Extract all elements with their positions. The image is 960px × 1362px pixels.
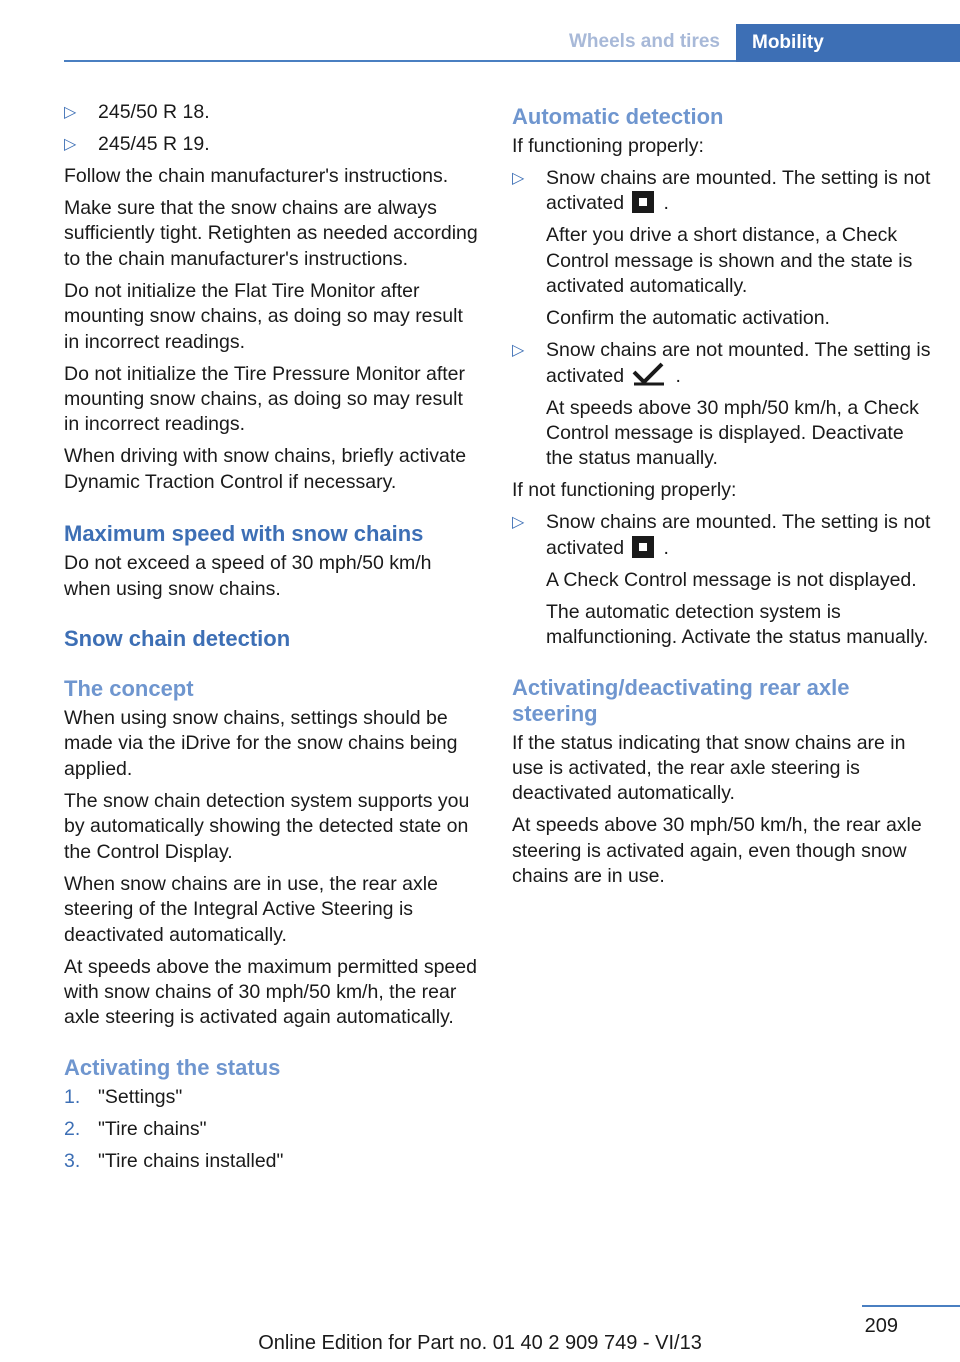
square-off-icon bbox=[632, 191, 654, 213]
list-item bbox=[64, 132, 480, 157]
item-text: Snow chains are not mounted. The setting is activated bbox=[546, 339, 931, 387]
paragraph: Do not initialize the Tire Pressure Monitor after mounting snow chains, as doing so may result in incorrect readings. bbox=[64, 362, 466, 436]
paragraph: At speeds above the maximum permitted speed with snow chains of 30 mph/50 km/h, the rear axle steering is activated again automatically. bbox=[64, 955, 477, 1029]
period: . bbox=[663, 192, 669, 215]
right-column bbox=[512, 100, 932, 896]
left-column bbox=[64, 100, 480, 1181]
step-text: "Tire chains installed" bbox=[98, 1149, 284, 1172]
list-item bbox=[512, 166, 932, 332]
heading-automatic-detection: Automatic detection bbox=[512, 104, 724, 129]
paragraph: Make sure that the snow chains are always sufficiently tight. Retighten as needed according to the chain manufacturer's instructions. bbox=[64, 197, 478, 270]
heading-concept: The concept bbox=[64, 676, 194, 702]
paragraph: The snow chain detection system supports you by automatically showing the detected state on the Control Display. bbox=[64, 789, 470, 863]
period: . bbox=[675, 364, 681, 387]
heading-max-speed: Maximum speed with snow chains bbox=[64, 521, 424, 547]
triangle-bullet-icon: ▷ bbox=[512, 170, 525, 187]
square-off-icon bbox=[632, 536, 654, 558]
triangle-bullet-icon: ▷ bbox=[512, 342, 525, 360]
header-section-tab[interactable]: Wheels and tires bbox=[544, 24, 736, 60]
paragraph: When snow chains are in use, the rear axle steering of the Integral Active Steering is deactivated automatically. bbox=[64, 872, 438, 946]
paragraph: When driving with snow chains, briefly activate Dynamic Traction Control if necessary. bbox=[64, 445, 467, 493]
paragraph: Do not initialize the Flat Tire Monitor after mounting snow chains, as doing so may result in incorrect readings. bbox=[64, 279, 463, 353]
tire-size: 245/50 R 18. bbox=[98, 101, 210, 123]
paragraph: Do not exceed a speed of 30 mph/50 km/h when using snow chains. bbox=[64, 552, 432, 600]
item-detail: At speeds above 30 mph/50 km/h, a Check Control message is displayed. Deactivate the status manually. bbox=[546, 396, 919, 470]
paragraph: Follow the chain manufacturer's instructions. bbox=[64, 165, 449, 187]
heading-rear-axle-steering: Activating/deactivating rear axle steering bbox=[512, 674, 850, 726]
item-detail: After you drive a short distance, a Check Control message is shown and the state is activated automatically. bbox=[546, 224, 913, 298]
paragraph: If functioning properly: bbox=[512, 135, 704, 157]
list-item bbox=[64, 100, 480, 125]
step-number: 2. bbox=[64, 1117, 81, 1140]
page-number: 209 bbox=[864, 1315, 898, 1337]
footer-edition: Online Edition for Part no. 01 40 2 909 749 - VI/13 bbox=[258, 1332, 702, 1354]
item-text: Snow chains are mounted. The setting is not activated bbox=[546, 511, 931, 559]
item-detail: A Check Control message is not displayed. bbox=[546, 568, 917, 591]
page-number-rule bbox=[862, 1305, 960, 1307]
step-item bbox=[64, 1117, 480, 1142]
item-text: Snow chains are mounted. The setting is not activated bbox=[546, 167, 931, 215]
item-detail: Confirm the automatic activation. bbox=[546, 307, 830, 330]
step-number: 3. bbox=[64, 1149, 81, 1172]
list-item bbox=[512, 510, 932, 650]
triangle-bullet-icon: ▷ bbox=[64, 136, 77, 153]
paragraph: At speeds above 30 mph/50 km/h, the rear axle steering is activated again, even though snow chains are in use. bbox=[512, 814, 922, 888]
triangle-bullet-icon: ▷ bbox=[512, 514, 525, 532]
check-on-icon bbox=[632, 362, 666, 386]
step-text: "Settings" bbox=[98, 1085, 183, 1108]
paragraph: If not functioning properly: bbox=[512, 479, 737, 502]
paragraph: When using snow chains, settings should be made via the iDrive for the snow chains being applied. bbox=[64, 707, 458, 780]
period: . bbox=[663, 536, 669, 559]
step-item bbox=[64, 1085, 480, 1110]
step-item bbox=[64, 1149, 480, 1174]
step-number: 1. bbox=[64, 1085, 81, 1108]
list-item bbox=[512, 338, 932, 472]
item-detail: The automatic detection system is malfunctioning. Activate the status manually. bbox=[546, 600, 929, 649]
step-text: "Tire chains" bbox=[98, 1117, 207, 1140]
heading-snow-chain-detection: Snow chain detection bbox=[64, 626, 291, 652]
header-chapter-tab[interactable]: Mobility bbox=[736, 24, 960, 62]
tire-size: 245/45 R 19. bbox=[98, 133, 210, 155]
paragraph: If the status indicating that snow chains are in use is activated, the rear axle steering is deactivated automatically. bbox=[512, 731, 906, 805]
triangle-bullet-icon: ▷ bbox=[64, 104, 77, 121]
heading-activating-status: Activating the status bbox=[64, 1054, 281, 1080]
